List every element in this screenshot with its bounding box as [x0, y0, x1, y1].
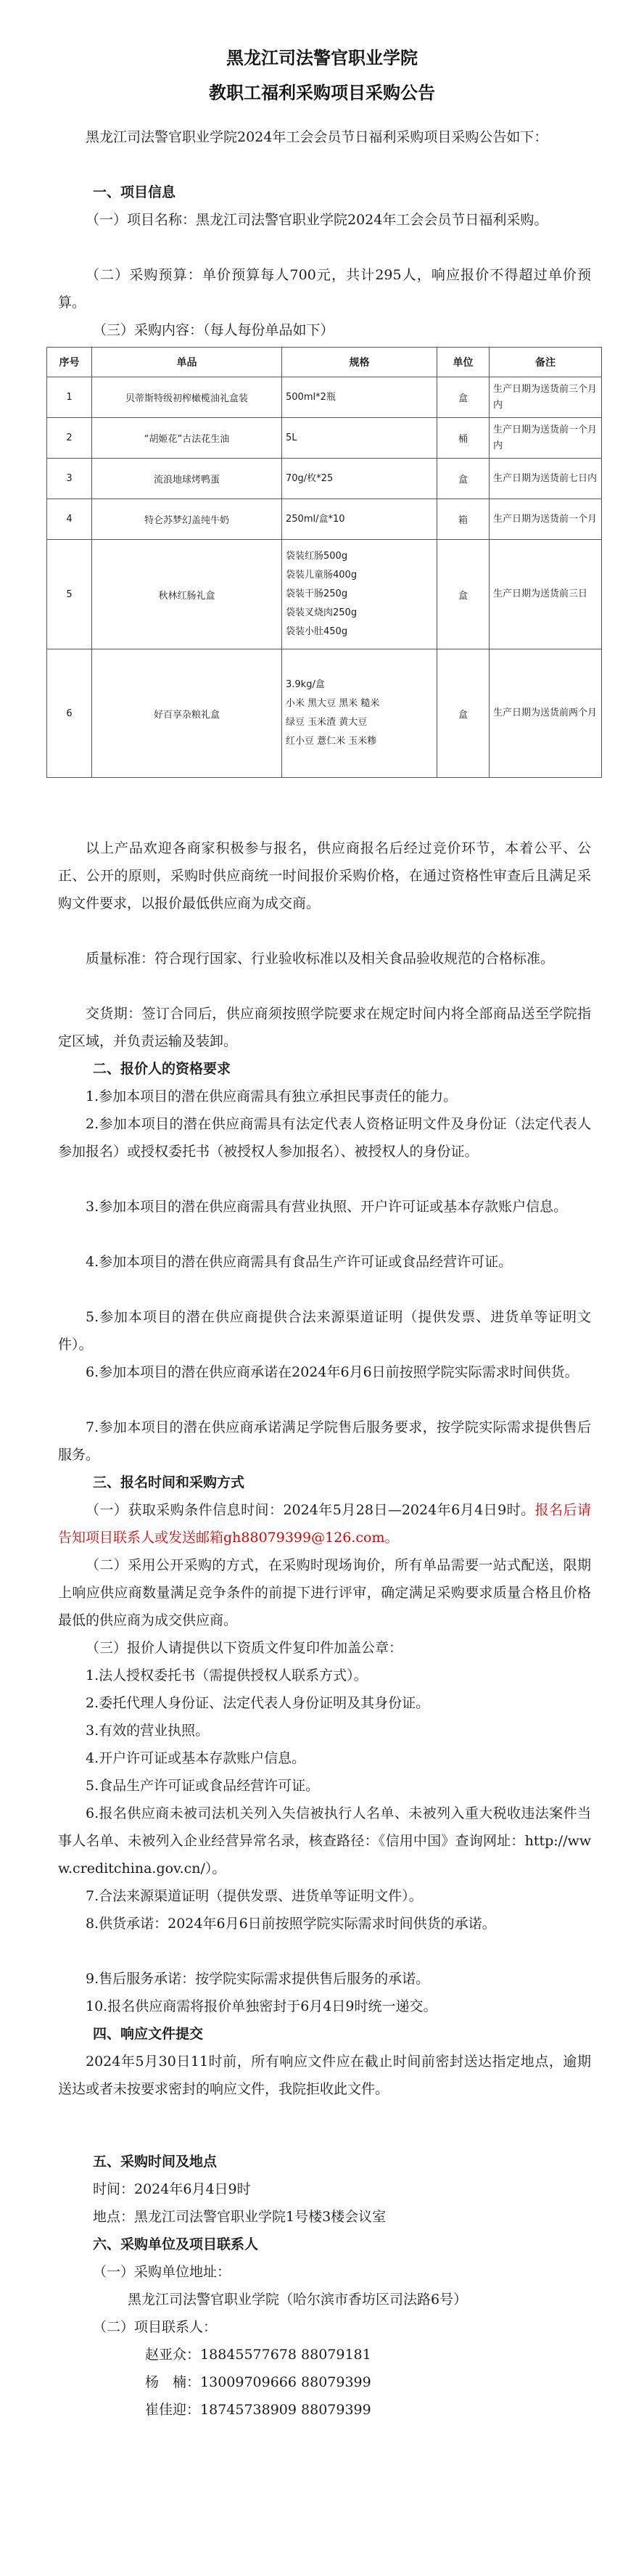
cell-no: 4 [47, 499, 92, 540]
document-item: 5.食品生产许可证或食品经营许可证。 [86, 1778, 320, 1794]
cell-spec [282, 418, 437, 459]
requirement-item: 5.参加本项目的潜在供应商提供合法来源渠道证明（提供发票、进货单等证明文件）。 [58, 1309, 591, 1353]
contact-phone: 13009709666 88079399 [200, 2374, 371, 2390]
section-heading-3: 三、报名时间和采购方式 [93, 1474, 245, 1490]
spec-line: 袋装红肠500g [286, 551, 348, 562]
cell-spec [282, 377, 437, 418]
cell-unit: 桶 [437, 418, 490, 459]
project-budget: （二）采购预算：单价预算每人700元，共计295人，响应报价不得超过单价预算。 [58, 267, 591, 311]
cell-spec [282, 540, 437, 649]
cell-unit: 盒 [437, 377, 490, 418]
page-title: 黑龙江司法警官职业学院 [226, 48, 418, 68]
project-name: （一）项目名称：黑龙江司法警官职业学院2024年工会会员节日福利采购。 [86, 212, 548, 228]
header-note: 备注 [490, 348, 602, 377]
section-heading-4: 四、响应文件提交 [93, 2026, 204, 2042]
document-item: 1.法人授权委托书（需提供授权人联系方式）。 [86, 1668, 368, 1683]
cell-item: “胡姬花”古法花生油 [92, 418, 282, 459]
cell-note: 生产日期为送货前一个月内 [490, 418, 602, 459]
requirement-item: 3.参加本项目的潜在供应商需具有营业执照、开户许可证或基本存款账户信息。 [86, 1199, 568, 1215]
contact-phone: 18745738909 88079399 [200, 2402, 371, 2418]
spec-line: 5L [286, 432, 297, 443]
cell-note: 生产日期为送货前三日 [490, 540, 602, 649]
submission-text: 2024年5月30日11时前，所有响应文件应在截止时间前密封送达指定地点，逾期送达或者未按要求密封的响应文件，我院拒收此文件。 [58, 2054, 591, 2097]
procurement-method: （二）采用公开采购的方式，在采购时现场询价，所有单品需要一站式配送，限期上响应供应商数量满足竞争条件的前提下进行评审，确定满足采购要求质量合格且价格最低的供应商为成交供应商。 [58, 1557, 591, 1628]
spec-line: 3.9kg/盒 [286, 679, 325, 690]
contact-name: 赵亚众： [145, 2347, 201, 2363]
contact-row [145, 2368, 371, 2396]
cell-unit: 盒 [437, 459, 490, 499]
bidding-paragraph: 以上产品欢迎各商家积极参与报名，供应商报名后经过竞价环节，本着公平、公正、公开的原则，采购时供应商统一时间报价采购价格，在通过资格性审查后且满足采购文件要求，以报价最低供应商为成交商。 [58, 840, 591, 911]
spec-line: 红小豆 薏仁米 玉米糁 [286, 736, 377, 747]
table-row [47, 649, 602, 778]
documents-intro: （三）报价人请提供以下资质文件复印件加盖公章： [86, 1640, 403, 1656]
document-item: 4.开户许可证或基本存款账户信息。 [86, 1750, 306, 1766]
unit-address-label: （一）采购单位地址： [93, 2264, 231, 2280]
intro-paragraph: 黑龙江司法警官职业学院2024年工会会员节日福利采购项目采购公告如下： [86, 129, 548, 145]
table-row [47, 499, 602, 540]
unit-address: 黑龙江司法警官职业学院（哈尔滨市香坊区司法路6号） [128, 2292, 468, 2308]
spec-line: 袋装叉烧肉250g [286, 607, 358, 618]
cell-item: 流浪地球烤鸭蛋 [92, 459, 282, 499]
spec-line: 500ml*2瓶 [286, 391, 336, 403]
contact-row [145, 2341, 371, 2368]
section-heading-6: 六、采购单位及项目联系人 [93, 2236, 259, 2252]
table-row [47, 540, 602, 649]
spec-line: 绿豆 玉米渣 黄大豆 [286, 717, 368, 728]
table-row [47, 377, 602, 418]
registration-time-text: （一）获取采购条件信息时间：2024年5月28日—2024年6月4日9时。 [86, 1502, 535, 1518]
document-item: 7.合法来源渠道证明（提供发票、进货单等证明文件）。 [86, 1888, 423, 1904]
document-item: 2.委托代理人身份证、法定代表人身份证明及其身份证。 [86, 1695, 430, 1711]
cell-spec [282, 649, 437, 778]
table-row [47, 459, 602, 499]
items-table [46, 347, 602, 778]
procurement-time: 时间：2024年6月4日9时 [93, 2181, 251, 2197]
cell-spec [282, 459, 437, 499]
requirement-item: 2.参加本项目的潜在供应商需具有法定代表人资格证明文件及身份证（法定代表人参加报名）或授权委托书（被授权人参加报名）、被授权人的身份证。 [58, 1116, 591, 1160]
requirement-item: 1.参加本项目的潜在供应商需具有独立承担民事责任的能力。 [86, 1088, 458, 1104]
cell-spec [282, 499, 437, 540]
header-unit: 单位 [437, 348, 490, 377]
cell-item: 秋林红肠礼盒 [92, 540, 282, 649]
procurement-content: （三）采购内容：（每人每份单品如下） [93, 322, 334, 338]
cell-no: 1 [47, 377, 92, 418]
spec-line: 70g/枚*25 [286, 472, 334, 484]
cell-no: 5 [47, 540, 92, 649]
contact-phone: 18845577678 88079181 [200, 2347, 371, 2363]
table-header-row [47, 348, 602, 377]
document-item: 3.有效的营业执照。 [86, 1723, 210, 1739]
cell-unit: 盒 [437, 540, 490, 649]
document-item: 9.售后服务承诺：按学院实际需求提供售后服务的承诺。 [86, 1971, 430, 1987]
registration-notice: 报名后请告知项目联系人或发送邮箱gh88079399@126.com。 [58, 1502, 591, 1546]
requirement-item: 6.参加本项目的潜在供应商承诺在2024年6月6日前按照学院实际需求时间供货。 [86, 1364, 579, 1380]
quality-standard: 质量标准：符合现行国家、行业验收标准以及相关食品验收规范的合格标准。 [86, 951, 555, 967]
contacts-label: （二）项目联系人： [93, 2319, 218, 2335]
cell-unit: 箱 [437, 499, 490, 540]
requirement-item: 4.参加本项目的潜在供应商需具有食品生产许可证或食品经营许可证。 [86, 1254, 513, 1270]
delivery-period: 交货期：签订合同后，供应商须按照学院要求在规定时间内将全部商品送至学院指定区域，并负责运输及装卸。 [58, 1006, 591, 1049]
document-item: 6.报名供应商未被司法机关列入失信被执行人名单、未被列入重大税收违法案件当事人名单、未被列入企业经营异常名录，核查路径：《信用中国》查询网址：http://www.creditchina.gov.cn/）。 [58, 1805, 591, 1876]
page-subtitle: 教职工福利采购项目采购公告 [209, 83, 435, 103]
cell-note: 生产日期为送货前一个月 [490, 499, 602, 540]
document-item: 10.报名供应商需将报价单独密封于6月4日9时统一递交。 [86, 1998, 437, 2014]
procurement-place: 地点：黑龙江司法警官职业学院1号楼3楼会议室 [93, 2209, 387, 2225]
header-no: 序号 [47, 348, 92, 377]
registration-time [58, 1496, 591, 1551]
contact-name: 崔佳迎： [145, 2402, 201, 2418]
header-item: 单品 [92, 348, 282, 377]
document-item: 8.供货承诺：2024年6月6日前按照学院实际需求时间供货的承诺。 [86, 1916, 496, 1932]
contact-name: 杨 楠： [145, 2374, 201, 2390]
cell-item: 贝蒂斯特级初榨橄榄油礼盒装 [92, 377, 282, 418]
spec-line: 小米 黑大豆 黑米 糙米 [286, 698, 380, 709]
spec-line: 袋装小肚450g [286, 626, 348, 637]
section-heading-5: 五、采购时间及地点 [93, 2154, 218, 2170]
cell-no: 6 [47, 649, 92, 778]
cell-item: 好百享杂粮礼盒 [92, 649, 282, 778]
cell-note: 生产日期为送货前两个月 [490, 649, 602, 778]
spec-line: 250ml/盒*10 [286, 513, 345, 525]
contact-row [145, 2396, 371, 2424]
cell-note: 生产日期为送货前三个月内 [490, 377, 602, 418]
section-heading-1: 一、项目信息 [93, 184, 176, 200]
section-heading-2: 二、报价人的资格要求 [93, 1061, 231, 1077]
cell-no: 2 [47, 418, 92, 459]
cell-item: 特仑苏梦幻盖纯牛奶 [92, 499, 282, 540]
requirement-item: 7.参加本项目的潜在供应商承诺满足学院售后服务要求，按学院实际需求提供售后服务。 [58, 1419, 591, 1463]
table-row [47, 418, 602, 459]
spec-line: 袋装儿童肠400g [286, 570, 358, 581]
cell-no: 3 [47, 459, 92, 499]
header-spec: 规格 [282, 348, 437, 377]
cell-note: 生产日期为送货前七日内 [490, 459, 602, 499]
cell-unit: 盒 [437, 649, 490, 778]
spec-line: 袋装干肠250g [286, 588, 348, 599]
